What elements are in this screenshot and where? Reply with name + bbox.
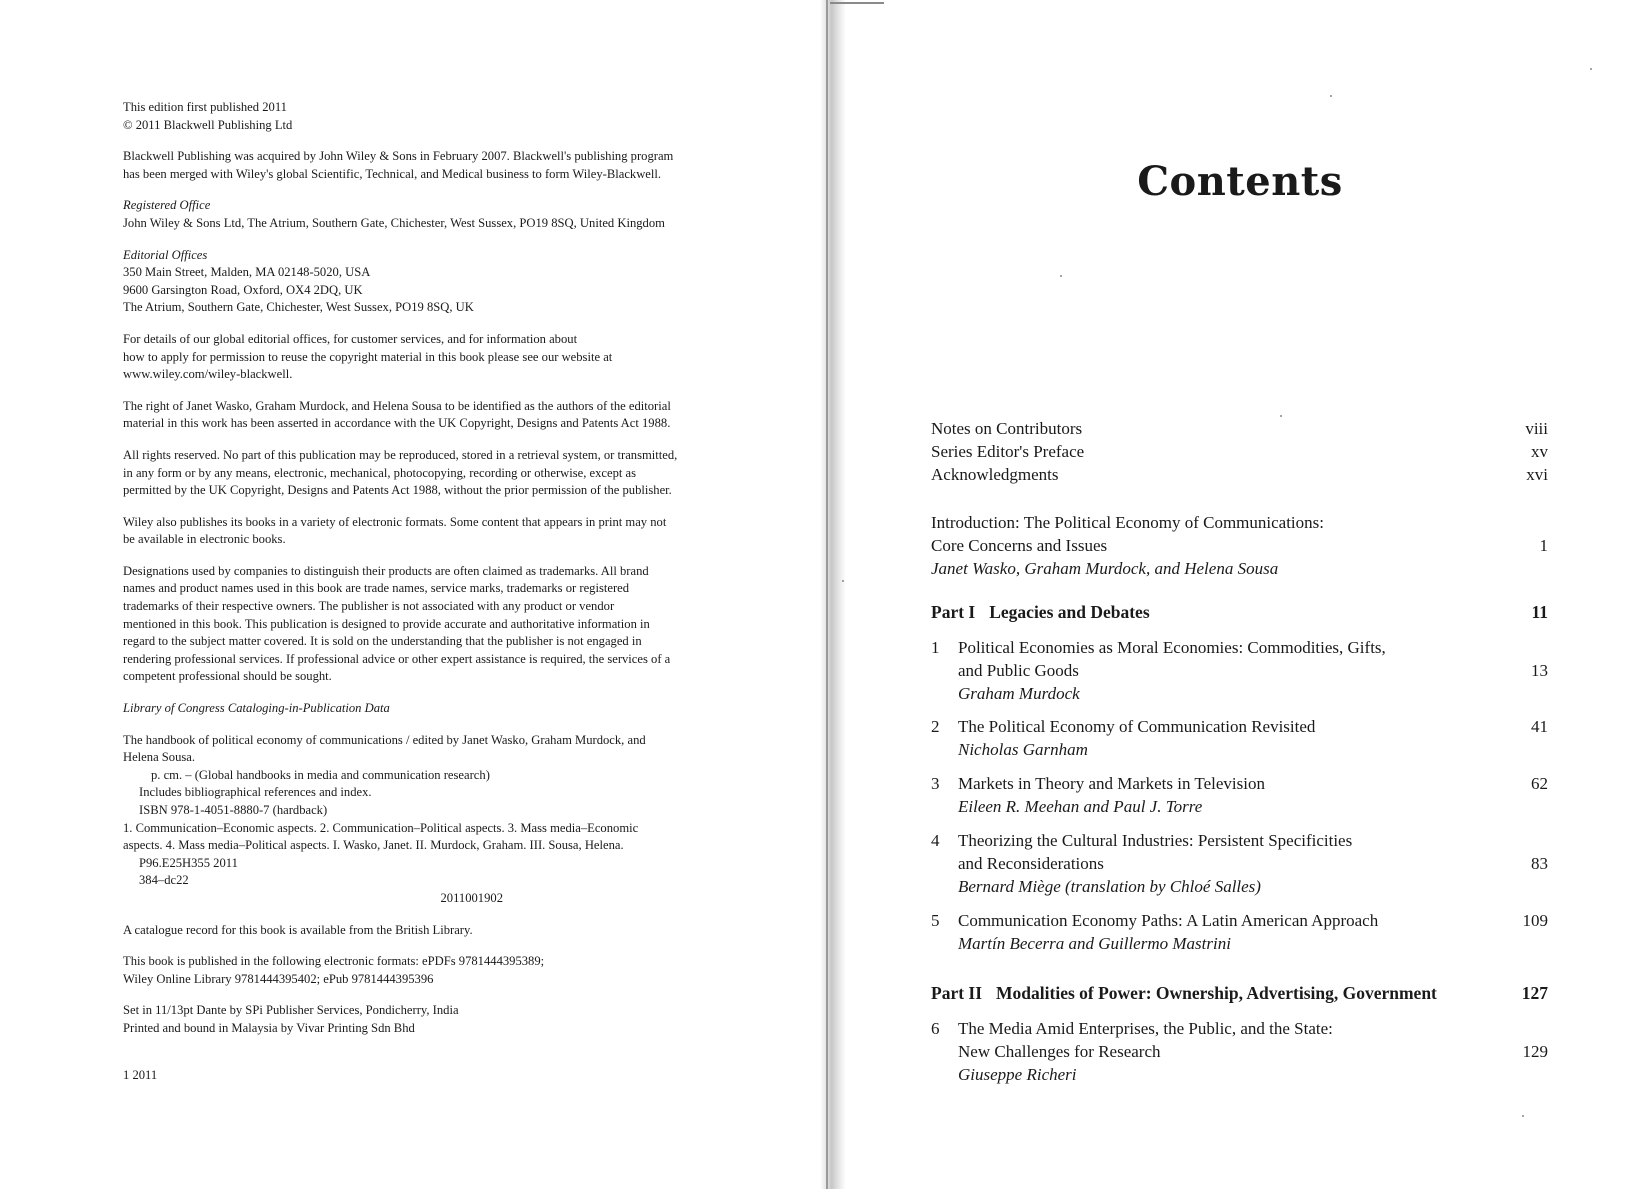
toc-entry-title: Acknowledgments [931,465,1059,484]
trademarks-line: rendering professional services. If professional advice or other expert assistance is required, the services of a [123,651,671,666]
typeset-line: Set in 11/13pt Dante by SPi Publisher Services, Pondicherry, India [123,1003,459,1018]
trademarks-line: Designations used by companies to distinguish their products are often claimed as trademarks. All brand [123,563,649,578]
isbn-electronic-block [123,953,753,988]
book-gutter [820,0,846,1189]
author-rights-line: material in this work has been asserted in accordance with the UK Copyright, Designs and Patents Act 1988. [123,416,671,431]
trademarks-line: regard to the subject matter covered. It is sold on the understanding that the publisher is not engaged in [123,634,642,649]
all-rights-block [123,447,753,500]
toc-entry-page: xvi [1526,465,1548,484]
scan-speck [1060,275,1062,277]
cip-line: P96.E25H355 2011 [139,855,238,870]
all-rights-line: in any form or by any means, electronic, mechanical, photocopying, recording or otherwise, except as [123,465,637,480]
edition-block [123,99,753,134]
scan-speck [1330,95,1332,97]
cip-line: 384–dc22 [139,873,189,888]
acquisition-block [123,148,753,183]
chapter-entry[interactable] [931,1017,1548,1086]
printing-block [123,1002,753,1037]
introduction-entry[interactable] [931,511,1548,580]
chapter-title-line: and Reconsiderations [958,854,1104,873]
gutter-line [826,0,828,1189]
chapter-number: 1 [931,638,940,657]
isbn-electronic-line: Wiley Online Library 9781444395402; ePub 9781444395396 [123,971,434,986]
chapter-number: 3 [931,774,940,793]
chapter-number: 4 [931,831,940,850]
intro-authors: Janet Wasko, Graham Murdock, and Helena Sousa [931,559,1279,578]
toc-entry[interactable] [931,463,1548,486]
cip-line: p. cm. – (Global handbooks in media and communication research) [151,767,490,782]
cip-line: aspects. 4. Mass media–Political aspects. I. Wasko, Janet. II. Murdock, Graham. III. Sousa, Helena. [123,838,624,853]
cip-control-number: 2011001902 [440,890,503,905]
cip-line: The handbook of political economy of communications / edited by Janet Wasko, Graham Murdock, and [123,732,646,747]
editorial-office-address: 9600 Garsington Road, Oxford, OX4 2DQ, UK [123,282,363,297]
chapter-entry[interactable] [931,636,1548,705]
chapter-title-line: New Challenges for Research [958,1042,1161,1061]
cip-line: Includes bibliographical references and index. [139,785,372,800]
chapter-title-line: The Political Economy of Communication Revisited [958,717,1316,736]
all-rights-line: permitted by the UK Copyright, Designs and Patents Act 1988, without the prior permission of the publisher. [123,483,672,498]
catalogue-line: A catalogue record for this book is available from the British Library. [123,922,473,937]
printed-line: Printed and bound in Malaysia by Vivar Printing Sdn Bhd [123,1020,415,1035]
chapter-number: 6 [931,1019,940,1038]
copyright-line: © 2011 Blackwell Publishing Ltd [123,117,293,132]
author-rights-block [123,398,753,433]
editorial-offices-block [123,247,753,317]
isbn-electronic-line: This book is published in the following electronic formats: ePDFs 9781444395389; [123,954,545,969]
chapter-entry[interactable] [931,909,1548,955]
chapter-page: 41 [1531,717,1548,736]
chapter-author: Martín Becerra and Guillermo Mastrini [958,934,1231,953]
front-matter-list [931,417,1548,486]
cip-label-block [123,700,753,718]
copyright-page [123,99,753,1052]
cip-line: 1. Communication–Economic aspects. 2. Communication–Political aspects. 3. Mass media–Economic [123,820,639,835]
details-line: For details of our global editorial offices, for customer services, and for information about [123,331,578,346]
chapter-page: 129 [1522,1042,1548,1061]
acquisition-line: Blackwell Publishing was acquired by John Wiley & Sons in February 2007. Blackwell's publishing program [123,149,674,164]
part-heading[interactable] [931,982,1548,1005]
part-title: Legacies and Debates [989,602,1150,622]
cip-label: Library of Congress Cataloging-in-Publication Data [123,701,390,716]
trademarks-line: trademarks of their respective owners. The publisher is not associated with any product or vendor [123,599,615,614]
toc-entry-page: xv [1531,442,1548,461]
chapter-title-line: Political Economies as Moral Economies: Commodities, Gifts, [958,638,1386,657]
edition-line: This edition first published 2011 [123,100,287,114]
chapter-author: Giuseppe Richeri [958,1065,1077,1084]
author-rights-line: The right of Janet Wasko, Graham Murdock, and Helena Sousa to be identified as the authors of the editorial [123,398,671,413]
chapter-number: 5 [931,911,940,930]
intro-title-line: Core Concerns and Issues [931,536,1108,555]
toc-entry-page: viii [1525,419,1548,438]
electronic-formats-line: be available in electronic books. [123,532,286,547]
gutter-tick [830,2,884,4]
chapter-author: Nicholas Garnham [958,740,1088,759]
chapter-title-line: and Public Goods [958,661,1079,680]
chapter-title-line: Communication Economy Paths: A Latin American Approach [958,911,1379,930]
trademarks-line: names and product names used in this book are trade names, service marks, trademarks or registered [123,581,630,596]
registered-office-block [123,197,753,232]
electronic-formats-line: Wiley also publishes its books in a variety of electronic formats. Some content that appears in print may not [123,514,667,529]
details-line: how to apply for permission to reuse the copyright material in this book please see our website at [123,349,613,364]
registered-office-label: Registered Office [123,198,211,213]
chapter-entry[interactable] [931,772,1548,818]
chapter-author: Eileen R. Meehan and Paul J. Torre [958,797,1203,816]
website-line: www.wiley.com/wiley-blackwell. [123,367,293,382]
part-page: 127 [1521,983,1548,1003]
chapter-title-line: Theorizing the Cultural Industries: Persistent Specificities [958,831,1353,850]
toc-entry[interactable] [931,440,1548,463]
scan-speck [1590,68,1592,70]
chapter-entry[interactable] [931,829,1548,898]
chapter-entry[interactable] [931,715,1548,761]
trademarks-block [123,563,753,686]
chapter-page: 83 [1531,854,1548,873]
electronic-formats-block [123,514,753,549]
acquisition-line: has been merged with Wiley's global Scientific, Technical, and Medical business to form Wiley-Blackwell. [123,166,662,181]
chapter-title-line: The Media Amid Enterprises, the Public, and the State: [958,1019,1333,1038]
intro-page: 1 [1539,536,1548,555]
toc-entry[interactable] [931,417,1548,440]
toc-entry-title: Notes on Contributors [931,419,1083,438]
chapter-page: 13 [1531,661,1548,680]
part-title: Modalities of Power: Ownership, Advertising, Government [996,983,1437,1003]
all-rights-line: All rights reserved. No part of this publication may be reproduced, stored in a retrieval system, or transmitted, [123,447,678,462]
scan-speck [1522,1115,1524,1117]
part-heading[interactable] [931,601,1548,624]
chapter-page: 62 [1531,774,1548,793]
chapter-number: 2 [931,717,940,736]
intro-title-line: Introduction: The Political Economy of Communications: [931,513,1324,532]
part-label: Part II [931,983,983,1003]
part-page: 11 [1531,602,1548,622]
editorial-offices-label: Editorial Offices [123,247,208,262]
catalogue-block [123,922,753,940]
scan-speck [842,580,844,582]
cip-block [123,732,753,908]
scan-speck [1280,415,1282,417]
editorial-office-address: The Atrium, Southern Gate, Chichester, West Sussex, PO19 8SQ, UK [123,300,474,315]
chapter-title-line: Markets in Theory and Markets in Television [958,774,1265,793]
part-label: Part I [931,602,976,622]
details-block [123,331,753,384]
registered-office-address: John Wiley & Sons Ltd, The Atrium, Southern Gate, Chichester, West Sussex, PO19 8SQ, United Kingdom [123,215,665,230]
chapter-page: 109 [1522,911,1548,930]
cip-line: Helena Sousa. [123,750,196,765]
trademarks-line: competent professional should be sought. [123,669,332,684]
cip-line: ISBN 978-1-4051-8880-7 (hardback) [139,803,328,817]
trademarks-line: mentioned in this book. This publication is designed to provide accurate and authoritative information in [123,616,650,631]
toc-entry-title: Series Editor's Preface [931,442,1085,461]
contents-title: Contents [1137,158,1343,205]
editorial-office-address: 350 Main Street, Malden, MA 02148-5020, USA [123,265,371,280]
chapter-author: Bernard Miège (translation by Chloé Salles) [958,877,1261,896]
print-line: 1 2011 [123,1068,158,1082]
chapter-author: Graham Murdock [958,684,1080,703]
